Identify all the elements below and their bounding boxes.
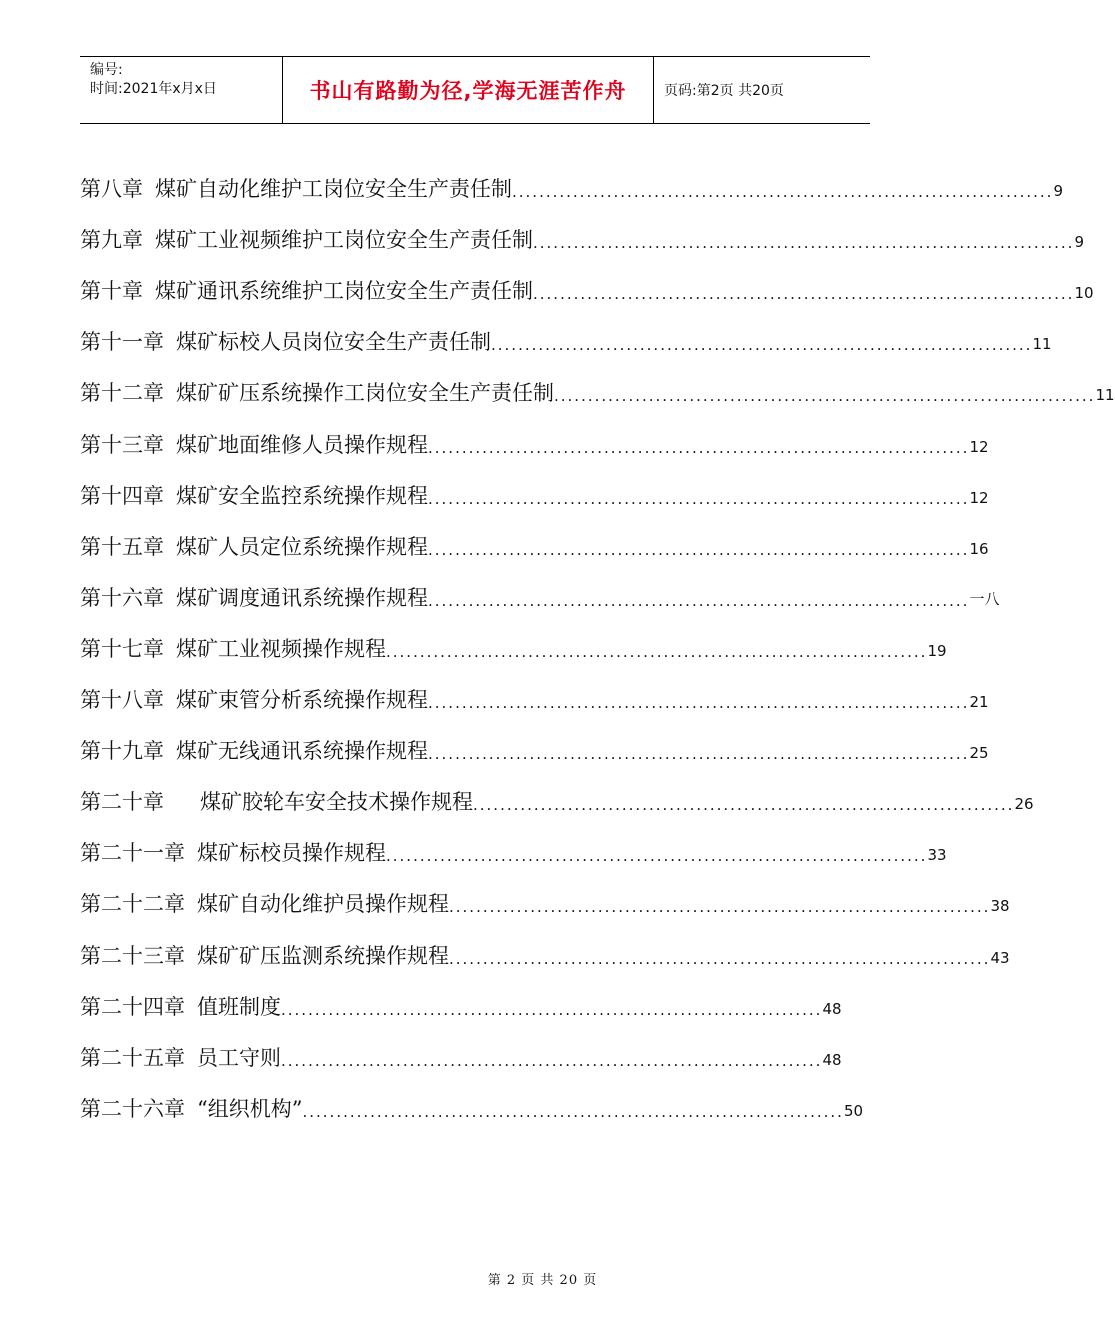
toc-leader-dots: ................................................................................ <box>428 540 970 559</box>
page-header <box>80 56 870 124</box>
toc-page-number: 9 <box>1074 233 1084 252</box>
toc-chapter-title: 煤矿工业视频操作规程 <box>176 636 386 661</box>
toc-leader-dots: ................................................................................ <box>491 336 1033 355</box>
toc-leader-dots: ................................................................................ <box>449 898 991 917</box>
toc-leader-dots: ................................................................................ <box>302 1102 844 1121</box>
toc-chapter-number: 第十三章 <box>80 432 164 457</box>
toc-chapter-number: 第十一章 <box>80 330 164 355</box>
toc-chapter-title: 煤矿安全监控系统操作规程 <box>176 483 428 508</box>
toc-chapter-number: 第二十二章 <box>80 892 185 917</box>
toc-entry[interactable] <box>80 407 989 458</box>
toc-chapter-title: 煤矿矿压系统操作工岗位安全生产责任制 <box>176 381 554 406</box>
toc-page-number: 48 <box>822 1050 842 1069</box>
toc-chapter-title: 煤矿束管分析系统操作规程 <box>176 688 428 713</box>
toc-entry[interactable] <box>80 970 842 1021</box>
toc-entry[interactable] <box>80 356 1115 407</box>
header-motto-cell <box>282 57 654 123</box>
toc-chapter-title: 煤矿通讯系统维护工岗位安全生产责任制 <box>155 279 533 304</box>
toc-leader-dots: ................................................................................ <box>428 489 970 508</box>
toc-chapter-title: 煤矿自动化维护员操作规程 <box>197 892 449 917</box>
toc-leader-dots: ................................................................................ <box>512 183 1054 202</box>
toc-chapter-number: 第二十五章 <box>80 1045 185 1070</box>
toc-chapter-title: 煤矿地面维修人员操作规程 <box>176 432 428 457</box>
toc-page-number: 50 <box>843 1101 864 1120</box>
toc-leader-dots: ................................................................................ <box>533 234 1075 253</box>
toc-chapter-number: 第十二章 <box>80 381 164 406</box>
toc-chapter-title: “组织机构” <box>197 1096 303 1121</box>
toc-entry[interactable] <box>80 714 989 765</box>
toc-leader-dots: ................................................................................ <box>533 285 1075 304</box>
toc-entry[interactable] <box>80 867 1010 918</box>
toc-page-number: 16 <box>969 539 989 558</box>
toc-leader-dots: ................................................................................ <box>281 1000 823 1019</box>
toc-page-number: 10 <box>1074 284 1094 303</box>
toc-leader-dots: ................................................................................ <box>428 591 970 610</box>
toc-page-number: 26 <box>1014 795 1034 814</box>
toc-chapter-title: 煤矿矿压监测系统操作规程 <box>197 943 449 968</box>
toc-page-number: 43 <box>990 948 1010 967</box>
toc-chapter-number: 第十九章 <box>80 739 164 764</box>
toc-chapter-title: 煤矿无线通讯系统操作规程 <box>176 739 428 764</box>
toc-chapter-number: 第十八章 <box>80 688 164 713</box>
toc-leader-dots: ................................................................................ <box>386 847 928 866</box>
toc-entry[interactable] <box>80 561 1000 612</box>
header-right-cell <box>654 57 870 123</box>
toc-leader-dots: ................................................................................ <box>428 694 970 713</box>
document-time-label: 时间:2021年x月x日 <box>90 81 217 97</box>
toc-leader-dots: ................................................................................ <box>386 642 928 661</box>
toc-entry[interactable] <box>80 918 1010 969</box>
toc-chapter-title: 煤矿标校人员岗位安全生产责任制 <box>176 330 491 355</box>
toc-chapter-title: 值班制度 <box>197 994 281 1019</box>
toc-page-number: 12 <box>969 437 989 456</box>
toc-leader-dots: ................................................................................ <box>428 745 970 764</box>
table-of-contents <box>80 152 1115 1123</box>
toc-entry[interactable] <box>80 254 1094 305</box>
toc-chapter-number: 第二十四章 <box>80 994 185 1019</box>
toc-page-number: 38 <box>990 897 1010 916</box>
toc-leader-dots: ................................................................................ <box>281 1051 823 1070</box>
toc-page-number: 33 <box>927 846 947 865</box>
toc-leader-dots: ................................................................................ <box>428 438 970 457</box>
toc-chapter-number: 第二十六章 <box>80 1096 185 1121</box>
toc-page-number: 一八 <box>969 589 1000 608</box>
toc-chapter-number: 第十章 <box>80 279 143 304</box>
toc-leader-dots: ................................................................................ <box>449 949 991 968</box>
document-number-label: 编号: <box>90 62 123 78</box>
toc-entry[interactable] <box>80 203 1084 254</box>
toc-chapter-number: 第二十章 <box>80 790 164 815</box>
header-left-cell <box>80 57 282 123</box>
toc-chapter-title: 煤矿标校员操作规程 <box>197 841 386 866</box>
toc-chapter-number: 第十六章 <box>80 585 164 610</box>
toc-entry[interactable] <box>80 816 947 867</box>
toc-chapter-title: 煤矿自动化维护工岗位安全生产责任制 <box>155 177 512 202</box>
toc-entry[interactable] <box>80 1021 842 1072</box>
header-page-label: 页码:第2页 共20页 <box>664 83 784 99</box>
toc-chapter-number: 第九章 <box>80 228 143 253</box>
toc-chapter-title: 员工守则 <box>197 1045 281 1070</box>
toc-page-number: 25 <box>969 744 989 763</box>
toc-entry[interactable] <box>80 663 989 714</box>
toc-page-number: 9 <box>1053 182 1063 201</box>
page-footer: 第 2 页 共 20 页 <box>487 1273 598 1288</box>
toc-entry[interactable] <box>80 152 1063 203</box>
header-motto: 书山有路勤为径,学海无涯苦作舟 <box>309 79 627 103</box>
toc-leader-dots: ................................................................................ <box>473 796 1015 815</box>
toc-page-number: 48 <box>822 999 842 1018</box>
toc-entry[interactable] <box>80 305 1052 356</box>
toc-chapter-number: 第十四章 <box>80 483 164 508</box>
toc-chapter-title: 煤矿调度通讯系统操作规程 <box>176 585 428 610</box>
toc-page-number: 11 <box>1032 335 1052 354</box>
toc-entry[interactable] <box>80 1072 864 1123</box>
toc-chapter-number: 第二十一章 <box>80 841 185 866</box>
toc-chapter-title: 煤矿工业视频维护工岗位安全生产责任制 <box>155 228 533 253</box>
toc-page-number: 11 <box>1095 386 1115 405</box>
toc-entry[interactable] <box>80 765 1034 816</box>
toc-entry[interactable] <box>80 459 989 510</box>
toc-chapter-number: 第十五章 <box>80 534 164 559</box>
toc-leader-dots: ................................................................................ <box>554 387 1096 406</box>
toc-chapter-number: 第八章 <box>80 177 143 202</box>
toc-page-number: 19 <box>927 641 947 660</box>
toc-entry[interactable] <box>80 510 989 561</box>
toc-chapter-title: 煤矿胶轮车安全技术操作规程 <box>200 790 473 815</box>
toc-chapter-title: 煤矿人员定位系统操作规程 <box>176 534 428 559</box>
toc-page-number: 12 <box>969 488 989 507</box>
toc-chapter-number: 第十七章 <box>80 636 164 661</box>
toc-chapter-number: 第二十三章 <box>80 943 185 968</box>
toc-entry[interactable] <box>80 612 947 663</box>
toc-page-number: 21 <box>969 693 989 712</box>
